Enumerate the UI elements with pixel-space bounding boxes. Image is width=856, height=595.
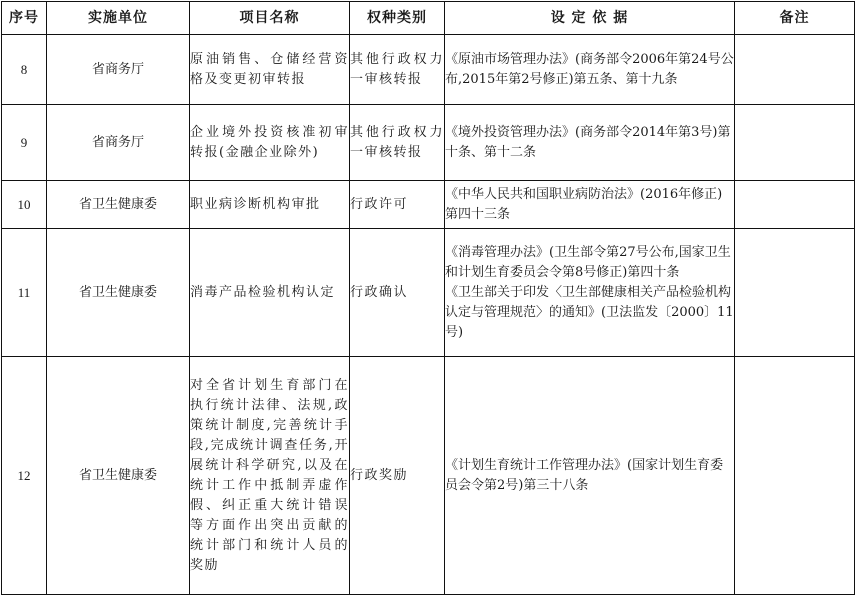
cell-type: 行政确认 — [350, 229, 445, 357]
cell-item: 原油销售、仓储经营资格及变更初审转报 — [190, 35, 350, 105]
cell-note — [735, 35, 855, 105]
cell-seq: 10 — [2, 181, 47, 229]
cell-type: 行政许可 — [350, 181, 445, 229]
cell-basis: 《原油市场管理办法》(商务部令2006年第24号公布,2015年第2号修正)第五条、第十九条 — [445, 35, 735, 105]
authority-table — [1, 1, 855, 595]
cell-note — [735, 181, 855, 229]
header-note: 备注 — [735, 2, 855, 35]
cell-unit: 省商务厅 — [47, 105, 190, 181]
cell-unit: 省商务厅 — [47, 35, 190, 105]
cell-basis: 《计划生育统计工作管理办法》(国家计划生育委员会令第2号)第三十八条 — [445, 357, 735, 595]
cell-note — [735, 105, 855, 181]
cell-basis: 《中华人民共和国职业病防治法》(2016年修正)第四十三条 — [445, 181, 735, 229]
cell-note — [735, 229, 855, 357]
cell-seq: 9 — [2, 105, 47, 181]
header-item: 项目名称 — [190, 2, 350, 35]
cell-unit: 省卫生健康委 — [47, 229, 190, 357]
cell-basis: 《消毒管理办法》(卫生部令第27号公布,国家卫生和计划生育委员会令第8号修正)第四十条 《卫生部关于印发〈卫生部健康相关产品检验机构认定与管理规范〉的通知》(卫法监发〔2000〕11号) — [445, 229, 735, 357]
cell-basis: 《境外投资管理办法》(商务部令2014年第3号)第十条、第十二条 — [445, 105, 735, 181]
cell-item: 职业病诊断机构审批 — [190, 181, 350, 229]
cell-seq: 8 — [2, 35, 47, 105]
table-header-row — [2, 2, 855, 35]
table-row — [2, 229, 855, 357]
cell-item: 对全省计划生育部门在执行统计法律、法规,政策统计制度,完善统计手段,完成统计调查任务,开展统计科学研究,以及在统计工作中抵制弄虚作假、纠正重大统计错误等方面作出突出贡献的统计部门和统计人员的奖励 — [190, 357, 350, 595]
cell-note — [735, 357, 855, 595]
header-basis: 设 定 依 据 — [445, 2, 735, 35]
cell-item: 消毒产品检验机构认定 — [190, 229, 350, 357]
table-row — [2, 357, 855, 595]
cell-type: 其他行政权力一审核转报 — [350, 35, 445, 105]
header-unit: 实施单位 — [47, 2, 190, 35]
table-row — [2, 35, 855, 105]
cell-type: 行政奖励 — [350, 357, 445, 595]
cell-type: 其他行政权力一审核转报 — [350, 105, 445, 181]
cell-item: 企业境外投资核准初审转报(金融企业除外) — [190, 105, 350, 181]
header-type: 权种类别 — [350, 2, 445, 35]
table-row — [2, 105, 855, 181]
header-seq: 序号 — [2, 2, 47, 35]
cell-unit: 省卫生健康委 — [47, 357, 190, 595]
cell-seq: 11 — [2, 229, 47, 357]
table-row — [2, 181, 855, 229]
cell-unit: 省卫生健康委 — [47, 181, 190, 229]
cell-seq: 12 — [2, 357, 47, 595]
